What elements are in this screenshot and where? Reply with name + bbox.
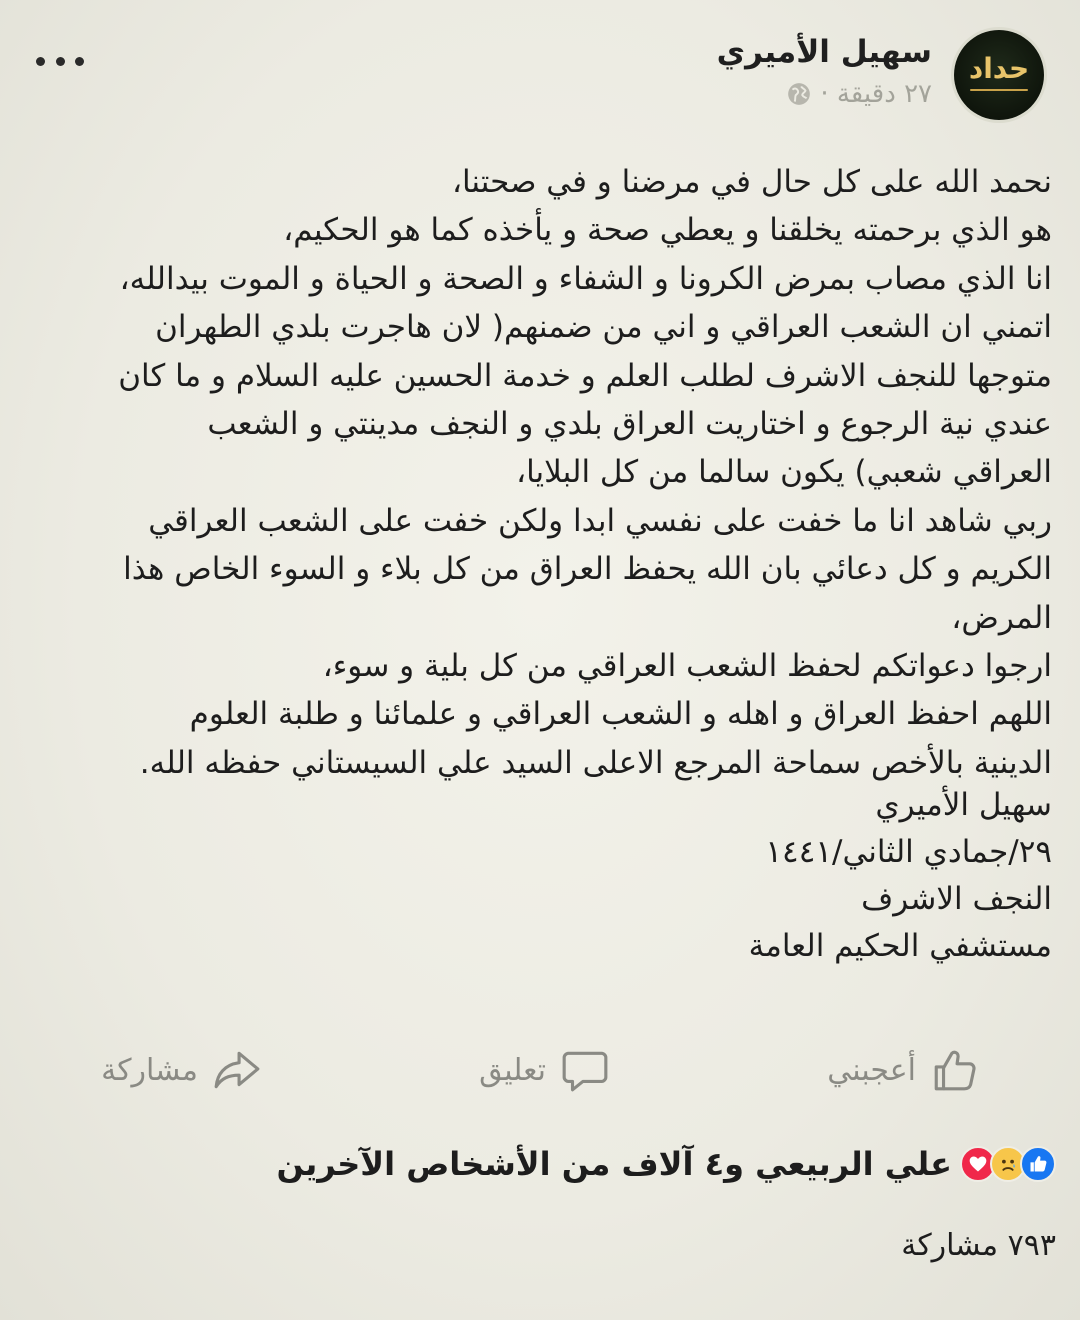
post-line: اللهم احفظ العراق و اهله و الشعب العراقي و علمائنا و طلبة العلوم bbox=[189, 696, 1052, 733]
share-button[interactable] bbox=[101, 1040, 262, 1100]
thumbs-up-icon bbox=[930, 1045, 980, 1095]
post-line: ربي شاهد انا ما خفت على نفسي ابدا ولكن خفت على الشعب العراقي bbox=[148, 502, 1052, 539]
author-name[interactable]: سهيل الأميري bbox=[716, 34, 932, 70]
post-line: هو الذي برحمته يخلقنا و يعطي صحة و يأخذه كما هو الحكيم، bbox=[283, 212, 1052, 249]
like-label: أعجبني bbox=[827, 1052, 916, 1088]
share-label: مشاركة bbox=[101, 1052, 198, 1088]
reaction-icons bbox=[966, 1146, 1056, 1182]
post-line: متوجها للنجف الاشرف لطلب العلم و خدمة الحسين عليه السلام و ما كان bbox=[118, 357, 1052, 394]
post-line: انا الذي مصاب بمرض الكرونا و الشفاء و الصحة و الحياة و الموت بيدالله، bbox=[119, 260, 1052, 297]
action-bar bbox=[0, 1040, 1080, 1100]
more-dots-icon[interactable] bbox=[36, 46, 84, 76]
post-line: المرض، bbox=[951, 599, 1052, 636]
post-text bbox=[24, 158, 1052, 787]
comment-label: تعليق bbox=[479, 1052, 546, 1088]
reactions-text: علي الربيعي و٤ آلاف من الأشخاص الآخرين bbox=[276, 1145, 952, 1183]
avatar-logo-text: حداد bbox=[968, 52, 1030, 85]
post-line: اتمني ان الشعب العراقي و اني من ضمنهم( لان هاجرت بلدي الطهران bbox=[155, 309, 1052, 346]
dot bbox=[56, 57, 65, 66]
post-line: الكريم و كل دعائي بان الله يحفظ العراق من كل بلاء و السوء الخاص هذا bbox=[123, 551, 1052, 588]
post-signature bbox=[749, 782, 1052, 970]
like-button[interactable] bbox=[827, 1040, 980, 1100]
comment-button[interactable] bbox=[479, 1040, 610, 1100]
dot bbox=[75, 57, 84, 66]
globe-icon bbox=[786, 81, 812, 107]
dot bbox=[36, 57, 45, 66]
share-arrow-icon bbox=[212, 1045, 262, 1095]
post-line: عندي نية الرجوع و اختاريت العراق بلدي و النجف مدينتي و الشعب bbox=[207, 406, 1052, 443]
like-reaction-icon bbox=[1020, 1146, 1056, 1182]
avatar-logo-underline bbox=[970, 89, 1028, 91]
share-count[interactable]: ٧٩٣ مشاركة bbox=[901, 1228, 1056, 1263]
comment-bubble-icon bbox=[560, 1045, 610, 1095]
signature-city: النجف الاشرف bbox=[861, 881, 1052, 917]
author-block bbox=[717, 34, 932, 109]
post-time[interactable]: ٢٧ دقيقة · bbox=[820, 79, 932, 110]
post-meta bbox=[717, 79, 932, 109]
signature-date: ٢٩/جمادي الثاني/١٤٤١ bbox=[765, 834, 1052, 870]
post-line: ارجوا دعواتكم لحفظ الشعب العراقي من كل بلية و سوء، bbox=[322, 648, 1052, 685]
post-line: الدينية بالأخص سماحة المرجع الاعلى السيد علي السيستاني حفظه الله. bbox=[139, 744, 1052, 781]
avatar[interactable] bbox=[954, 30, 1044, 120]
signature-hospital: مستشفي الحكيم العامة bbox=[748, 928, 1052, 964]
signature-name: سهيل الأميري bbox=[875, 787, 1052, 823]
post-line: العراقي شعبي) يكون سالما من كل البلايا، bbox=[516, 454, 1052, 491]
post-header bbox=[36, 26, 1044, 126]
post-line: نحمد الله على كل حال في مرضنا و في صحتنا، bbox=[451, 164, 1052, 200]
reactions-summary[interactable] bbox=[276, 1138, 1056, 1190]
